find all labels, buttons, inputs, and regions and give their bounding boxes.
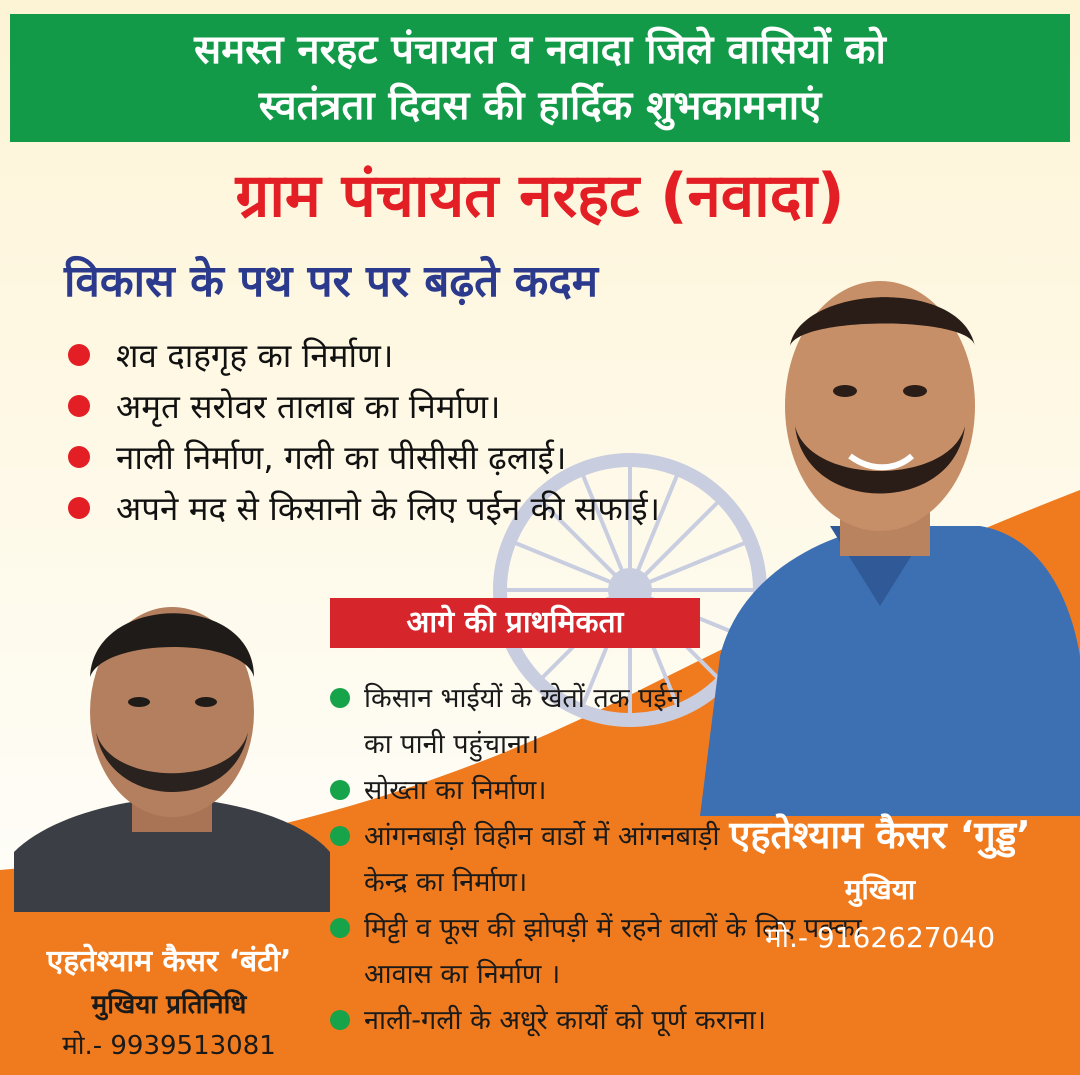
list-item: अपने मद से किसानो के लिए पईन की सफाई। <box>66 483 676 534</box>
list-item: मिट्टी व फूस की झोपड़ी में रहने वालों के लिए पक्का आवास का निर्माण । <box>328 906 924 998</box>
mukhiya-caption <box>700 808 1060 958</box>
mukhiya-role: मुखिया <box>844 873 916 906</box>
representative-photo <box>14 582 330 912</box>
red-bullet-icon <box>68 497 90 519</box>
representative-phone: मो.- 9939513081 <box>62 1031 276 1061</box>
list-item: अमृत सरोवर तालाब का निर्माण। <box>66 381 706 432</box>
priorities-heading: आगे की प्राथमिकता <box>330 598 700 648</box>
green-bullet-icon <box>330 780 350 800</box>
green-bullet-icon <box>330 826 350 846</box>
list-item: सोख्ता का निर्माण। <box>328 768 928 814</box>
list-item: आंगनबाड़ी विहीन वार्डो में आंगनबाड़ी केन्द्र का निर्माण। <box>328 814 724 906</box>
green-bullet-icon <box>330 688 350 708</box>
list-item: किसान भाईयों के खेतों तक पईन का पानी पहुंचाना। <box>328 676 694 768</box>
red-bullet-icon <box>68 395 90 417</box>
red-bullet-icon <box>68 344 90 366</box>
mukhiya-phone: मो.- 9162627040 <box>764 921 996 954</box>
red-bullet-icon <box>68 446 90 468</box>
page-title: ग्राम पंचायत नरहट (नवादा) <box>235 161 845 231</box>
list-item: नाली-गली के अधूरे कार्यों को पूर्ण कराना। <box>328 998 928 1044</box>
development-list <box>66 330 706 534</box>
greeting-line-2: स्वतंत्रता दिवस की हार्दिक शुभकामनाएं <box>258 83 822 129</box>
representative-caption <box>4 940 334 1066</box>
green-bullet-icon <box>330 918 350 938</box>
greeting-line-1: समस्त नरहट पंचायत व नवादा जिले वासियों को <box>194 27 886 73</box>
list-item: नाली निर्माण, गली का पीसीसी ढ़लाई। <box>66 432 706 483</box>
page-subtitle: विकास के पथ पर पर बढ़ते कदम <box>64 256 599 307</box>
list-item: शव दाहगृह का निर्माण। <box>66 330 706 381</box>
mukhiya-name: एहतेश्याम कैसर ‘गुड्ड’ <box>729 813 1031 857</box>
greeting-banner <box>10 14 1070 142</box>
representative-role: मुखिया प्रतिनिधि <box>91 990 247 1020</box>
representative-name: एहतेश्याम कैसर ‘बंटी’ <box>46 944 292 979</box>
